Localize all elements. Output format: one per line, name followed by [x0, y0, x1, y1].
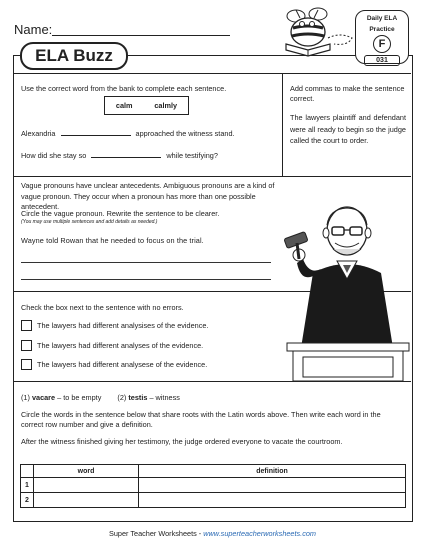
table-row [21, 493, 406, 508]
option-1[interactable] [21, 320, 208, 331]
root-1-definition: – to be empty [57, 393, 102, 402]
row-number: 2 [21, 493, 34, 508]
section-divider [14, 176, 411, 177]
sentence-2-end: while testifying? [166, 151, 218, 160]
bee-reading-icon [278, 4, 358, 60]
root-2-definition: – witness [149, 393, 180, 402]
footer-text: Super Teacher Worksheets - [109, 529, 204, 538]
option-3-text: The lawyers had different analysese of the evidence. [37, 360, 208, 369]
row-number: 1 [21, 478, 34, 493]
footer-url[interactable]: www.superteacherworksheets.com [203, 529, 316, 538]
checkbox-3[interactable] [21, 359, 32, 370]
checkbox-1[interactable] [21, 320, 32, 331]
writing-line[interactable] [21, 279, 271, 280]
table-header-word: word [34, 465, 139, 478]
table-corner [21, 465, 34, 478]
option-3[interactable] [21, 359, 207, 370]
answer-blank-2[interactable] [91, 149, 161, 158]
pronoun-instruction: Circle the vague pronoun. Rewrite the sentence to be clearer. [21, 209, 220, 218]
pronoun-intro: Vague pronouns have unclear antecedents. Ambiguous pronouns are a kind of vague pronoun. They occur when a pronoun has more than one possible antecedent. [21, 181, 275, 211]
writing-line[interactable] [21, 262, 271, 263]
sentence-1-start: Alexandria [21, 129, 56, 138]
latin-roots [21, 393, 401, 403]
word-definition-table [20, 464, 406, 508]
section-divider [14, 73, 411, 74]
sentence-2 [21, 149, 281, 161]
table-header-definition: definition [139, 465, 406, 478]
roots-instruction: Circle the words in the sentence below that share roots with the Latin words above. Then write each word in the correct row number and give a definition. [21, 410, 381, 429]
word-cell[interactable] [34, 478, 139, 493]
name-label: Name: [14, 22, 53, 37]
commas-instruction: Add commas to make the sentence correct. [290, 84, 405, 103]
root-1-number: (1) [21, 393, 30, 402]
badge-line2: Practice [369, 26, 395, 33]
roots-sentence[interactable]: After the witness finished giving her testimony, the judge ordered everyone to vacate the courtroom. [21, 437, 343, 446]
pronoun-note: (You may use multiple sentences and add details as needed.) [21, 219, 158, 225]
badge-letter: F [373, 35, 391, 53]
checkbox-2[interactable] [21, 340, 32, 351]
section-divider [14, 381, 411, 382]
answer-blank-1[interactable] [61, 127, 131, 136]
commas-sentence[interactable]: The lawyers plaintiff and defendant were all ready to begin so the judge called the court to order. [290, 113, 406, 146]
option-1-text: The lawyers had different analysises of the evidence. [37, 321, 209, 330]
table-row [21, 478, 406, 493]
daily-practice-badge [355, 10, 409, 64]
option-2[interactable] [21, 340, 203, 351]
worksheet-title: ELA Buzz [20, 42, 128, 70]
root-1-word: vacare [31, 393, 56, 402]
root-2-number: (2) [117, 393, 127, 402]
badge-line1: Daily ELA [366, 15, 398, 22]
definition-cell[interactable] [139, 493, 406, 508]
option-2-text: The lawyers had different analyses of the evidence. [37, 341, 204, 350]
word-bank [104, 96, 189, 115]
judge-illustration [283, 203, 411, 381]
footer [0, 529, 425, 538]
word-bank-instruction: Use the correct word from the bank to complete each sentence. [21, 84, 227, 93]
sentence-1-end: approached the witness stand. [135, 129, 235, 138]
word-bank-item: calm [115, 101, 133, 110]
root-2-word: testis [128, 393, 148, 402]
check-instruction: Check the box next to the sentence with no errors. [21, 303, 184, 312]
sentence-1 [21, 127, 281, 139]
section-divider-vertical [282, 73, 283, 176]
definition-cell[interactable] [139, 478, 406, 493]
badge-number: 031 [364, 55, 400, 66]
pronoun-sentence[interactable]: Wayne told Rowan that he needed to focus on the trial. [21, 236, 204, 245]
word-bank-item: calmly [154, 101, 178, 110]
name-line[interactable] [52, 35, 230, 36]
word-cell[interactable] [34, 493, 139, 508]
sentence-2-start: How did she stay so [21, 151, 87, 160]
